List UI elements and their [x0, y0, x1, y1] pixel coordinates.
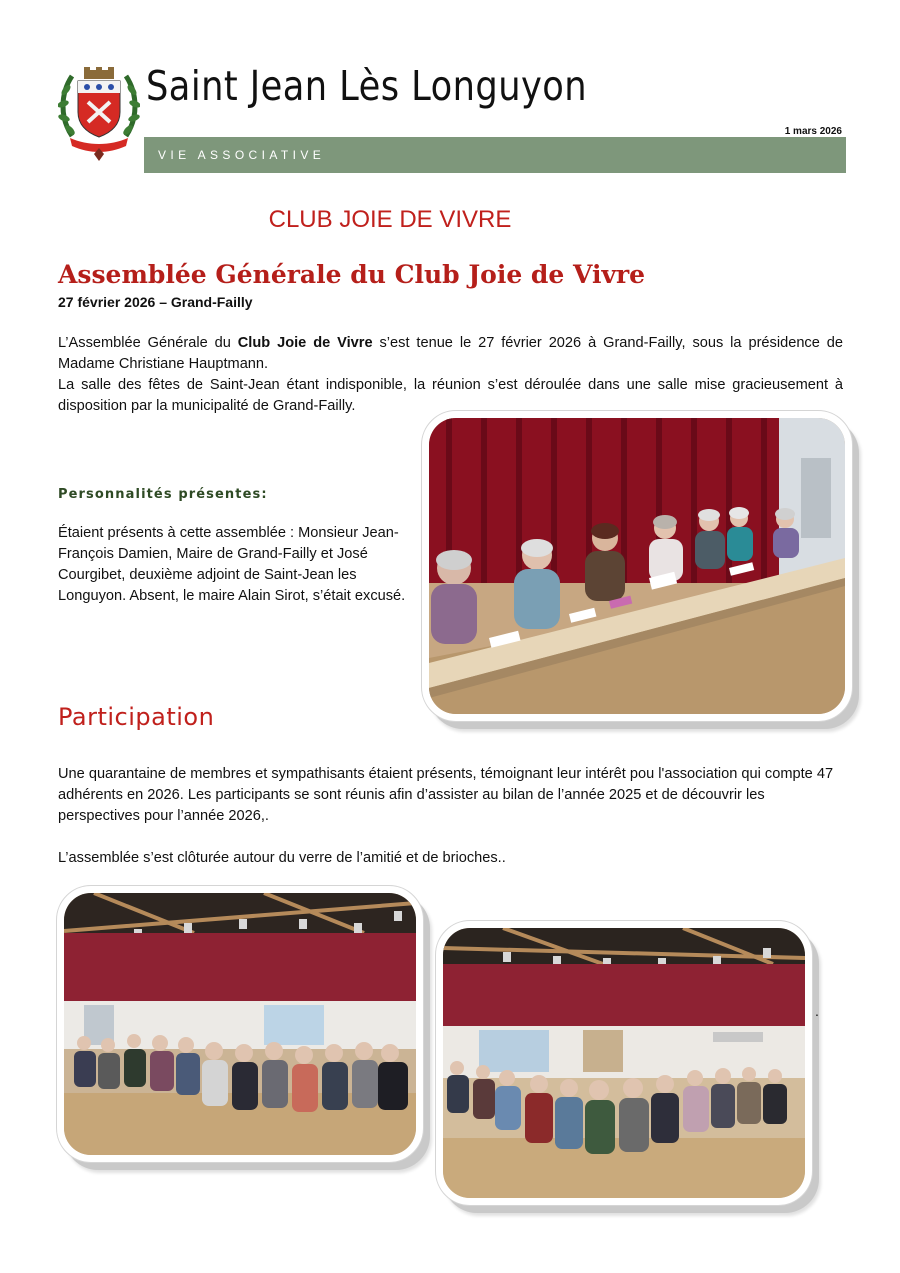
town-crest-icon	[58, 66, 140, 162]
closing-text: L’assemblée s’est clôturée autour du verre de l’amitié et de brioches..	[58, 850, 506, 866]
town-name-title: Saint Jean Lès Longuyon	[146, 62, 588, 110]
intro-paragraph-1: L’Assemblée Générale du Club Joie de Vivre s’est tenue le 27 février 2026 à Grand-Failly, sous la présidence de Madame Christiane Hauptmann.	[58, 335, 843, 372]
participation-text	[58, 764, 843, 827]
guests-heading: Personnalités présentes:	[58, 487, 268, 502]
guests-text: Étaient présents à cette assemblée : Monsieur Jean-François Damien, Maire de Grand-Failly et José Courgibet, deuxième adjoint de Saint-Jean les Longuyon. Absent, le maire Alain Sirot, s’était excusé.	[58, 525, 406, 604]
intro-paragraph-2: La salle des fêtes de Saint-Jean étant indisponible, la réunion s’est déroulée dans une salle mise gracieusement à disposition par la municipalité de Grand-Failly.	[58, 377, 843, 414]
participation-paragraph: Une quarantaine de membres et sympathisants étaient présents, témoignant leur intérêt pou l'association qui compte 47 adhérents en 2026. Les participants se sont réunis afin d’assister au bilan de l’année 2025 et de découvrir les perspectives pour l’année 2026,.	[58, 766, 834, 824]
article-title: Assemblée Générale du Club Joie de Vivre	[58, 260, 646, 289]
issue-date: 1 mars 2026	[784, 126, 842, 137]
head-table-photo	[422, 411, 852, 721]
audience-photo-right	[436, 921, 812, 1205]
club-name-bold: Club Joie de Vivre	[237, 335, 373, 351]
stray-mark: .	[815, 1003, 819, 1019]
article-subtitle: 27 février 2026 – Grand-Failly	[58, 294, 253, 310]
audience-photo-left	[57, 886, 423, 1162]
section-bar	[144, 137, 846, 173]
club-heading: CLUB JOIE DE VIVRE	[268, 206, 512, 233]
participation-heading: Participation	[58, 703, 215, 731]
section-label: VIE ASSOCIATIVE	[158, 148, 326, 162]
intro-text	[58, 333, 843, 417]
